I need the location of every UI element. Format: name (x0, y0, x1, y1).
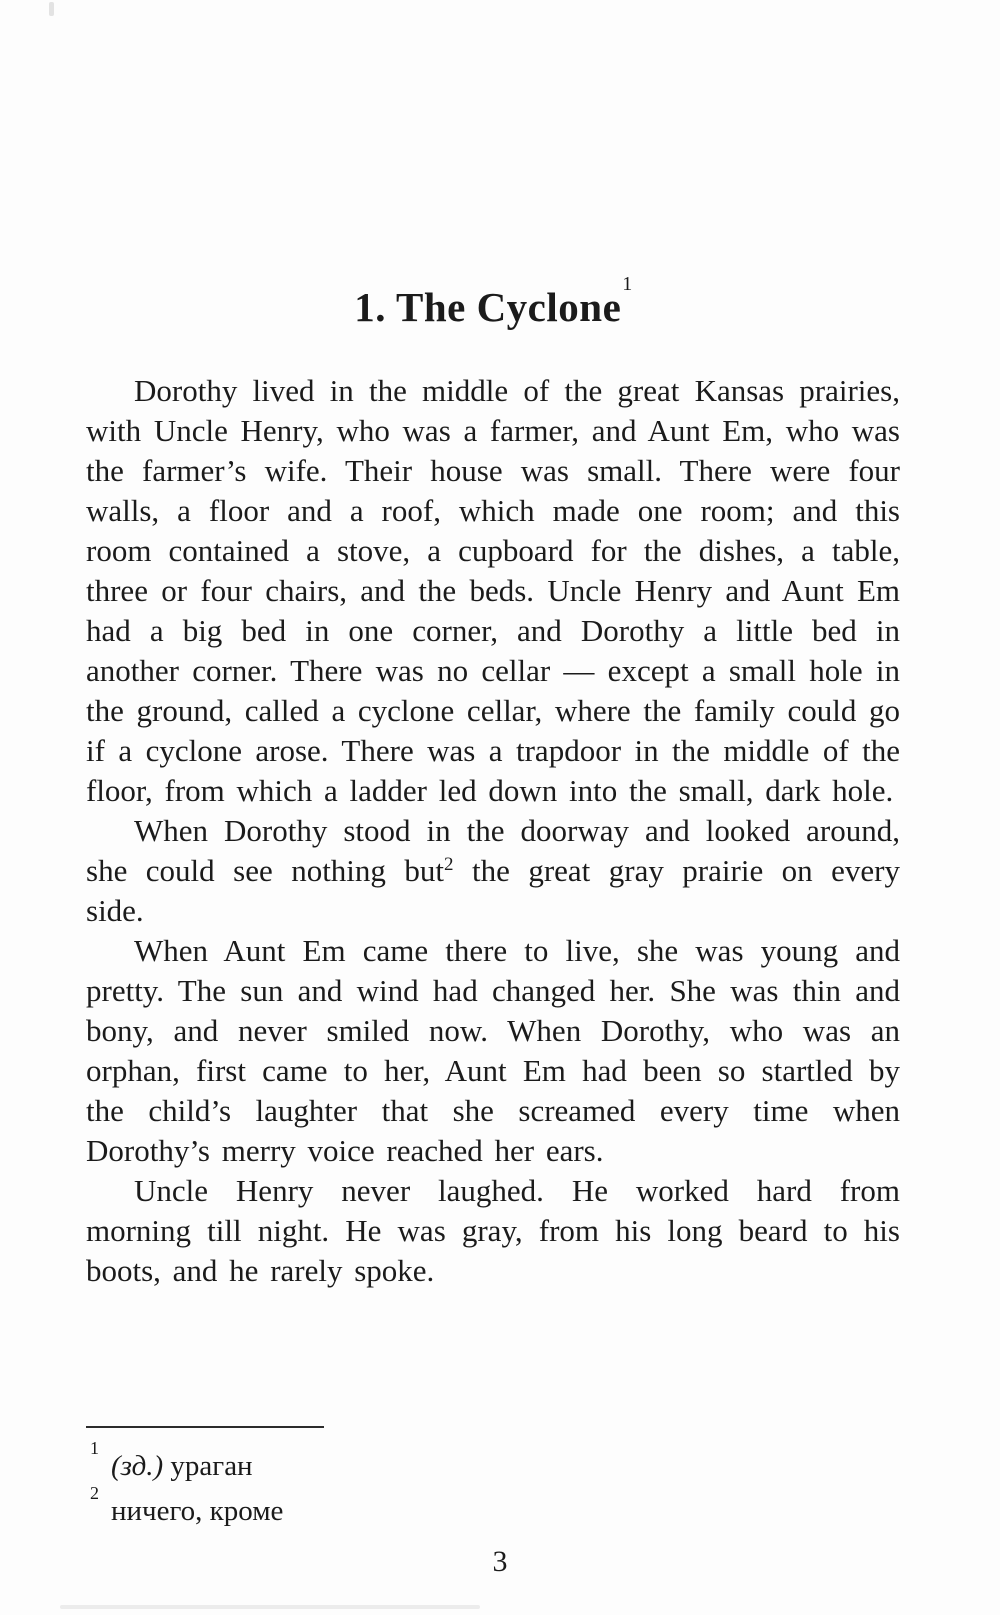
paragraph-text: the great gray prairie on every side. (86, 853, 900, 928)
paragraph (86, 1171, 900, 1291)
page-number: 3 (492, 1545, 508, 1578)
paragraph-text: When Dorothy stood in the doorway and looked around, she could see nothing but (86, 813, 900, 888)
paragraph-text: When Aunt Em came there to live, she was young and pretty. The sun and wind had changed her. She was thin and bony, and never smiled now. When Dorothy, who was an orphan, first came to her, Aunt Em had been so startled by the child’s laughter that she screamed every time when Dorothy’s merry voice reached her ears. (86, 933, 900, 1168)
paragraph (86, 931, 900, 1171)
footnote-text: ничего, кроме (111, 1495, 284, 1527)
title-footnote-reference: 1 (622, 273, 633, 296)
paragraph (86, 371, 900, 811)
chapter-title-text: 1. The Cyclone (354, 284, 622, 330)
footnote-marker: 1 (90, 1438, 99, 1459)
page-content (86, 273, 900, 1291)
scan-speck (49, 2, 54, 16)
body-text (86, 371, 900, 1291)
chapter-title (86, 273, 900, 331)
footnote (86, 1438, 900, 1489)
paragraph-text: Uncle Henry never laughed. He worked hard from morning till night. He was gray, from his long beard to his boots, and he rarely spoke. (86, 1173, 900, 1288)
footnote (86, 1483, 900, 1534)
footnote-text: ураган (170, 1450, 253, 1482)
footnote-usage-label: (зд.) (111, 1450, 164, 1482)
footnote-block (86, 1426, 900, 1534)
scan-smudge (60, 1605, 480, 1609)
footnotes (86, 1438, 900, 1534)
paragraph (86, 811, 900, 931)
paragraph-text: Dorothy lived in the middle of the great Kansas prairies, with Uncle Henry, who was a farmer, and Aunt Em, who was the farmer’s wife. Their house was small. There were four walls, a floor and a roof, which made one room; and this room contained a stove, a cupboard for the dishes, a table, three or four chairs, and the beds. Uncle Henry and Aunt Em had a big bed in one corner, and Dorothy a little bed in another corner. There was no cellar — except a small hole in the ground, called a cyclone cellar, where the family could go if a cyclone arose. There was a trapdoor in the middle of the floor, from which a ladder led down into the small, dark hole. (86, 373, 900, 808)
footnote-reference: 2 (444, 854, 454, 875)
footnote-marker: 2 (90, 1483, 99, 1504)
footnote-separator (86, 1426, 324, 1428)
